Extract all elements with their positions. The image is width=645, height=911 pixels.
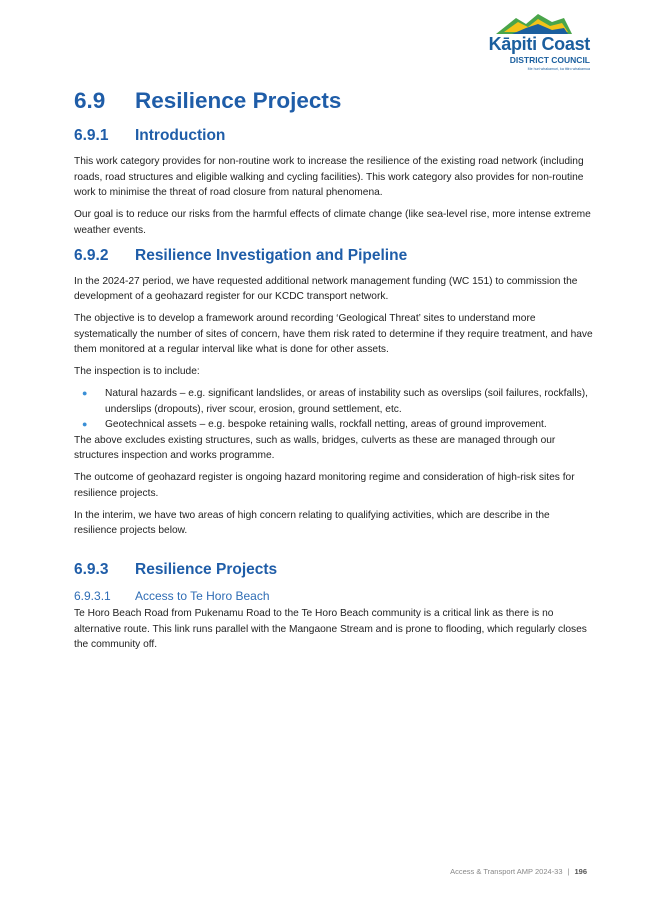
- intro-heading: [74, 125, 594, 147]
- pipeline-heading: [74, 245, 594, 267]
- footer-doc-title: Access & Transport AMP 2024-33: [450, 867, 563, 876]
- intro-title: Introduction: [135, 127, 226, 144]
- pipeline-number: 6.9.2: [74, 246, 109, 264]
- pipeline-paragraph: In the 2024-27 period, we have requested additional network management funding (WC 151) to commission the development of a geohazard register for our KCDC transport network.: [74, 275, 578, 302]
- pipeline-paragraph: In the interim, we have two areas of high concern relating to qualifying activities, which are describe in the resilience projects below.: [74, 509, 550, 536]
- subproject-title: Access to Te Horo Beach: [135, 589, 270, 603]
- intro-paragraph: This work category provides for non-routine work to increase the resilience of the existing road network (including roads, road structures and eligible walking and cycling facilities). This work category also provides for non-routine work to minimise the threat of road closure from natural phenomena.: [74, 156, 584, 198]
- logo-tagline: Me huri whakamuri, ka titiro whakamua: [527, 67, 590, 71]
- mountain-logo-icon: [494, 12, 574, 36]
- list-item: [74, 417, 594, 433]
- list-item-text: Geotechnical assets – e.g. bespoke retaining walls, rockfall netting, areas of ground improvement.: [105, 419, 547, 430]
- pipeline-paragraph: The inspection is to include:: [74, 366, 200, 377]
- section-title: Resilience Projects: [135, 88, 342, 113]
- subproject-number: 6.9.3.1: [74, 589, 111, 603]
- subproject-heading: [74, 588, 594, 604]
- projects-number: 6.9.3: [74, 561, 109, 578]
- section-heading: [74, 86, 594, 116]
- page-footer: [450, 867, 587, 876]
- projects-title: Resilience Projects: [135, 561, 278, 578]
- logo-subtitle: DISTRICT COUNCIL: [509, 55, 590, 65]
- pipeline-paragraph: The objective is to develop a framework around recording ‘Geological Threat’ sites to understand more systematically the number of sites of concern, have them risk rated to determine if they require treatment, and have them monitored at a regular interval like what is done for other assets.: [74, 313, 593, 355]
- page-content: [74, 86, 594, 659]
- pipeline-paragraph: The outcome of geohazard register is ongoing hazard monitoring regime and consideration of high-risk sites for resilience projects.: [74, 472, 575, 499]
- pipeline-title: Resilience Investigation and Pipeline: [135, 246, 408, 264]
- footer-separator: |: [567, 867, 570, 876]
- intro-number: 6.9.1: [74, 127, 109, 144]
- logo-name: Kāpiti Coast: [488, 34, 590, 54]
- bullet-icon: ●: [82, 388, 88, 398]
- council-logo: [474, 12, 590, 76]
- bullet-icon: ●: [82, 419, 88, 429]
- page-number: 196: [574, 867, 587, 876]
- projects-heading: [74, 559, 594, 581]
- list-item-text: Natural hazards – e.g. significant landslides, or areas of instability such as overslips (soil failures, rockfalls), underslips (dropouts), river scour, erosion, ground settlement, etc.: [105, 388, 588, 415]
- subproject-paragraph: Te Horo Beach Road from Pukenamu Road to the Te Horo Beach community is a critical link as there is no alternative route. This link runs parallel with the Mangaone Stream and is prone to flooding, which regularly closes the community off.: [74, 608, 587, 650]
- pipeline-paragraph: The above excludes existing structures, such as walls, bridges, culverts as these are managed through our structures inspection and works programme.: [74, 434, 556, 461]
- list-item: [74, 386, 594, 417]
- intro-paragraph: Our goal is to reduce our risks from the harmful effects of climate change (like sea-level rise, more intense extreme weather events.: [74, 209, 591, 236]
- inspection-list: [74, 386, 594, 433]
- section-number: 6.9: [74, 88, 106, 113]
